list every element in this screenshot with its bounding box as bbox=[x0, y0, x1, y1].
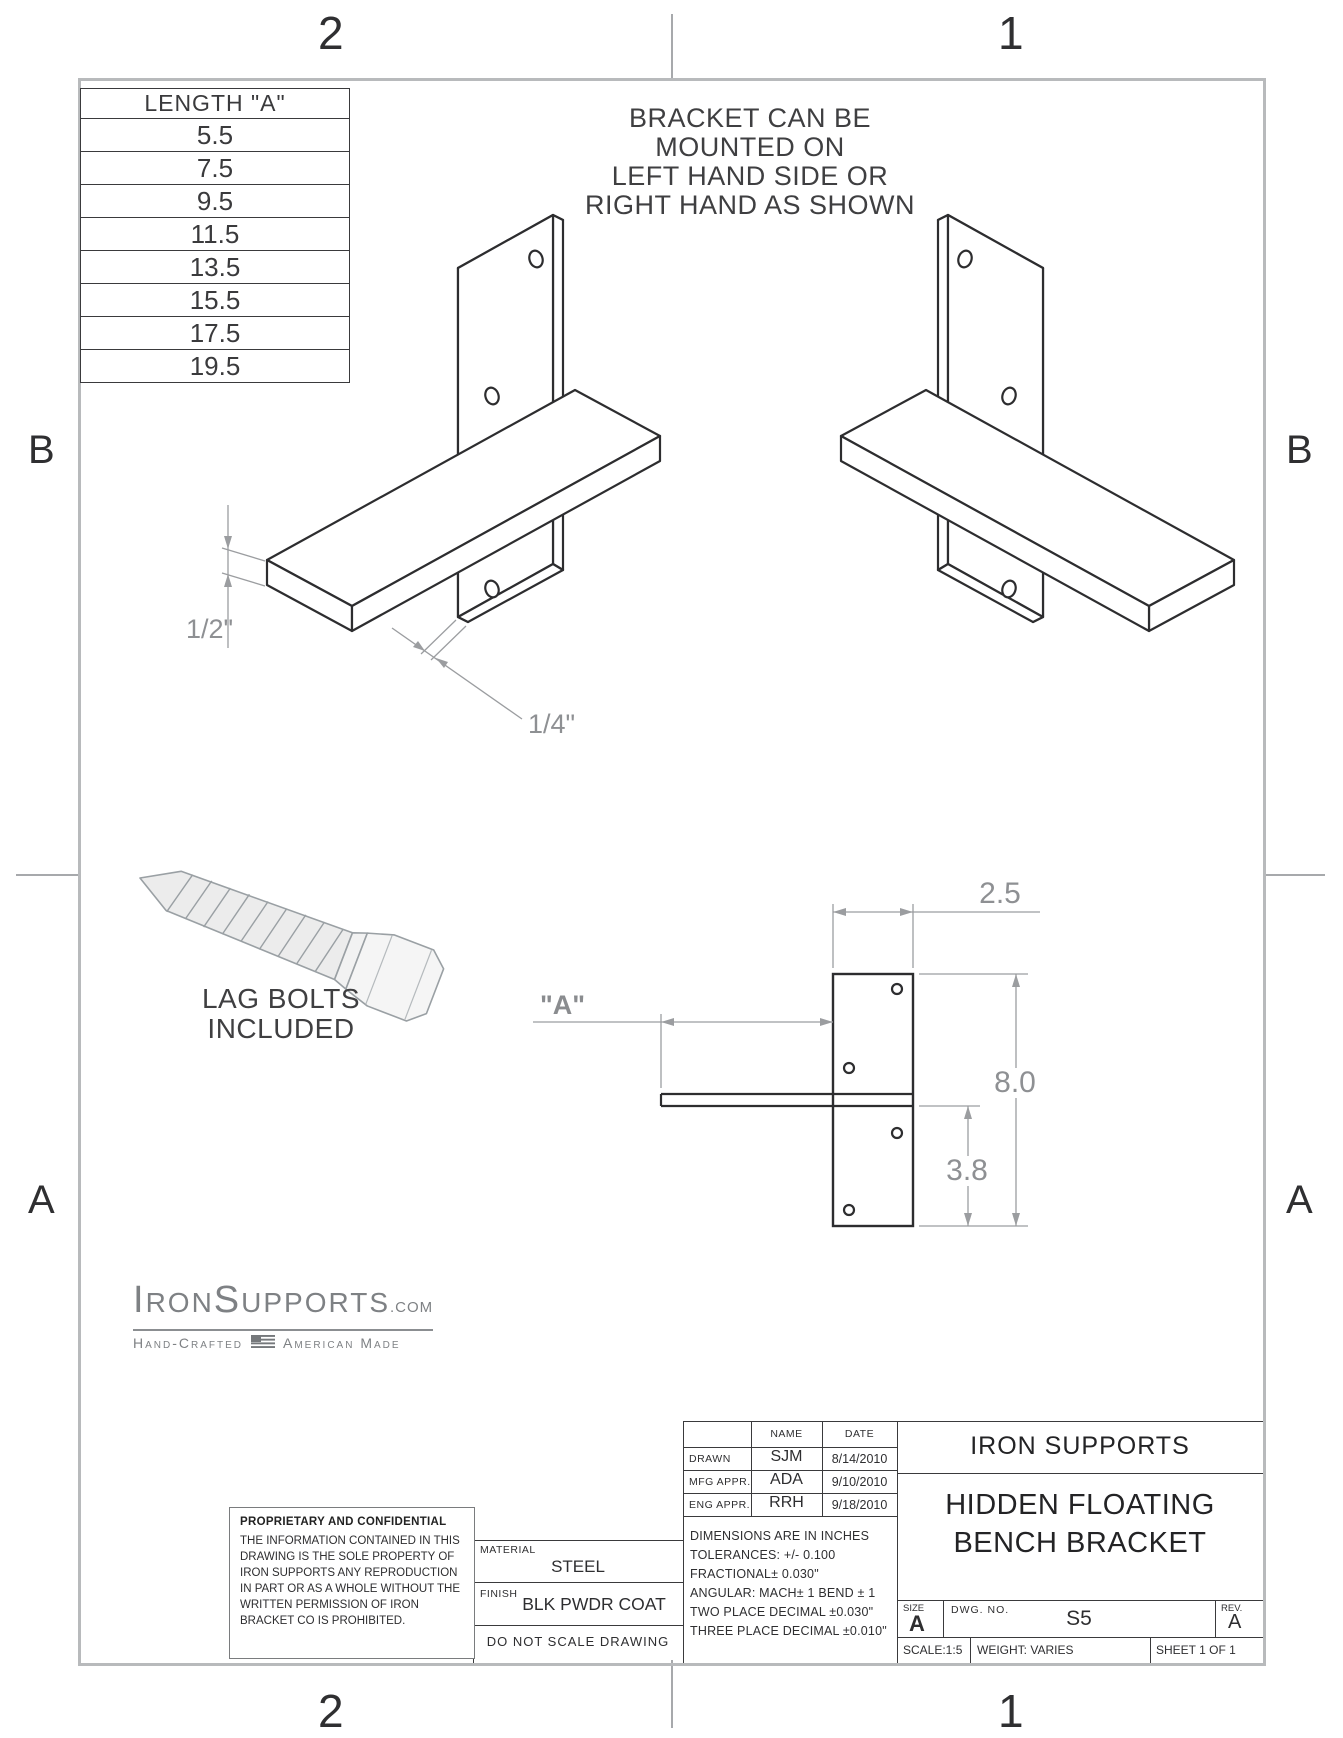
tolerance-notes bbox=[690, 1527, 895, 1641]
note-line: LEFT HAND SIDE OR bbox=[611, 161, 889, 191]
scale-value: SCALE:1:5 bbox=[903, 1643, 963, 1657]
iron-supports-logo bbox=[133, 1281, 433, 1351]
size-value: A bbox=[909, 1611, 925, 1636]
finish-value: BLK PWDR COAT bbox=[522, 1594, 666, 1614]
tolerance-line: FRACTIONAL± 0.030" bbox=[690, 1567, 819, 1581]
proprietary-title: PROPRIETARY AND CONFIDENTIAL bbox=[240, 1516, 447, 1528]
drawing-title-line1: HIDDEN FLOATING bbox=[945, 1489, 1215, 1521]
zone-row-b-left: B bbox=[28, 428, 55, 472]
dim-a-label: "A" bbox=[540, 990, 586, 1020]
table-row: 7.5 bbox=[81, 152, 349, 185]
side-view-drawing bbox=[661, 974, 913, 1226]
table-row: 11.5 bbox=[81, 218, 349, 251]
approvals-role: MFG APPR. bbox=[689, 1476, 751, 1488]
logo-wordmark bbox=[133, 1281, 433, 1331]
lag-bolts-label bbox=[161, 984, 401, 1044]
note-line: MOUNTED ON bbox=[655, 132, 845, 162]
titleblock-line bbox=[473, 1582, 683, 1583]
approvals-date: 8/14/2010 bbox=[831, 1452, 888, 1466]
proprietary-body: THE INFORMATION CONTAINED IN THIS DRAWING IS THE SOLE PROPERTY OF IRON SUPPORTS ANY REPRODUCTION IN PART OR AS A WHOLE WITHOUT THE WRITTEN PERMISSION OF IRON BRACKET CO IS PROHIBITED. bbox=[240, 1535, 461, 1627]
logo-tagline bbox=[133, 1335, 433, 1351]
finish-label: FINISH bbox=[480, 1588, 518, 1600]
table-row: 13.5 bbox=[81, 251, 349, 284]
table-row: 15.5 bbox=[81, 284, 349, 317]
note-line: RIGHT HAND AS SHOWN bbox=[584, 190, 916, 220]
tolerance-line: ANGULAR: MACH± 1 BEND ± 1 bbox=[690, 1586, 876, 1600]
dwg-no-label: DWG. NO. bbox=[951, 1604, 1010, 1616]
zone-column-1-top: 1 bbox=[998, 7, 1024, 59]
approvals-role: DRAWN bbox=[689, 1453, 731, 1465]
approvals-name: ADA bbox=[770, 1471, 803, 1488]
dim-3-8-label: 3.8 bbox=[946, 1154, 988, 1187]
titleblock-line bbox=[897, 1600, 1263, 1601]
table-row: 9.5 bbox=[81, 185, 349, 218]
logo-tagline-left: Hand-Crafted bbox=[133, 1335, 243, 1351]
dim-quarter-inch-label: 1/4" bbox=[528, 709, 576, 739]
dim-plate-thickness bbox=[392, 620, 522, 719]
logo-text: UPPORTS bbox=[241, 1287, 391, 1318]
sheet-value: SHEET 1 OF 1 bbox=[1156, 1643, 1236, 1657]
zone-column-2-bottom: 2 bbox=[318, 1685, 344, 1737]
logo-text: I bbox=[133, 1279, 146, 1321]
titleblock-line bbox=[970, 1637, 971, 1663]
approvals-name-header: NAME bbox=[770, 1428, 803, 1440]
dim-half-inch-label: 1/2" bbox=[186, 614, 234, 644]
titleblock-line bbox=[683, 1421, 684, 1663]
zone-column-2-top: 2 bbox=[318, 7, 344, 59]
zone-row-a-left: A bbox=[28, 1178, 55, 1222]
lag-bolts-line2: INCLUDED bbox=[207, 1013, 355, 1044]
rev-label: REV. bbox=[1221, 1603, 1243, 1614]
table-row: 19.5 bbox=[189, 351, 241, 381]
approvals-date: 9/10/2010 bbox=[831, 1475, 888, 1489]
rev-value: A bbox=[1228, 1611, 1242, 1633]
approvals-date: 9/18/2010 bbox=[831, 1498, 888, 1512]
zone-row-a-right: A bbox=[1286, 1178, 1313, 1222]
tolerance-line: TOLERANCES: +/- 0.100 bbox=[690, 1548, 836, 1562]
logo-tagline-right: American Made bbox=[283, 1335, 401, 1351]
logo-domain: .COM bbox=[390, 1299, 434, 1316]
titleblock-line bbox=[897, 1637, 1263, 1638]
iso-bracket-right bbox=[841, 215, 1234, 631]
length-a-table-header: LENGTH "A" bbox=[81, 89, 349, 119]
table-row: 17.5 bbox=[81, 317, 349, 350]
zone-row-b-right: B bbox=[1286, 428, 1313, 472]
titleblock-line bbox=[1215, 1600, 1216, 1637]
tolerance-line: DIMENSIONS ARE IN INCHES bbox=[690, 1529, 870, 1543]
logo-text: RON bbox=[145, 1287, 214, 1318]
approvals-date-header: DATE bbox=[844, 1428, 875, 1440]
zone-column-1-bottom: 1 bbox=[998, 1685, 1024, 1737]
iso-bracket-left bbox=[267, 215, 660, 631]
dim-2-5-label: 2.5 bbox=[979, 877, 1021, 910]
approvals-role: ENG APPR. bbox=[689, 1499, 751, 1511]
approvals-name: SJM bbox=[770, 1448, 803, 1465]
weight-value: WEIGHT: VARIES bbox=[977, 1643, 1074, 1657]
logo-text: S bbox=[213, 1279, 242, 1321]
note-line: BRACKET CAN BE bbox=[628, 103, 872, 133]
drawing-title-line2: BENCH BRACKET bbox=[953, 1527, 1207, 1559]
titleblock-line bbox=[683, 1421, 1263, 1422]
do-not-scale-note: DO NOT SCALE DRAWING bbox=[486, 1634, 670, 1649]
material-label: MATERIAL bbox=[480, 1544, 536, 1556]
company-name: IRON SUPPORTS bbox=[970, 1432, 1190, 1460]
titleblock-line bbox=[683, 1516, 897, 1517]
table-row: 5.5 bbox=[81, 119, 349, 152]
tolerance-line: THREE PLACE DECIMAL ±0.010" bbox=[690, 1624, 887, 1638]
titleblock-line bbox=[473, 1540, 683, 1541]
lag-bolts-line1: LAG BOLTS bbox=[201, 983, 361, 1014]
material-value: STEEL bbox=[551, 1557, 605, 1576]
tolerance-line: TWO PLACE DECIMAL ±0.030" bbox=[690, 1605, 874, 1619]
titleblock-line bbox=[1150, 1637, 1151, 1663]
dim-8-0-label: 8.0 bbox=[994, 1066, 1036, 1099]
us-flag-icon bbox=[251, 1335, 275, 1351]
titleblock-line bbox=[473, 1625, 683, 1626]
titleblock-line bbox=[897, 1473, 1263, 1474]
size-label: SIZE bbox=[903, 1603, 925, 1614]
dwg-no-value: S5 bbox=[1066, 1607, 1092, 1630]
approvals-name: RRH bbox=[769, 1494, 804, 1511]
